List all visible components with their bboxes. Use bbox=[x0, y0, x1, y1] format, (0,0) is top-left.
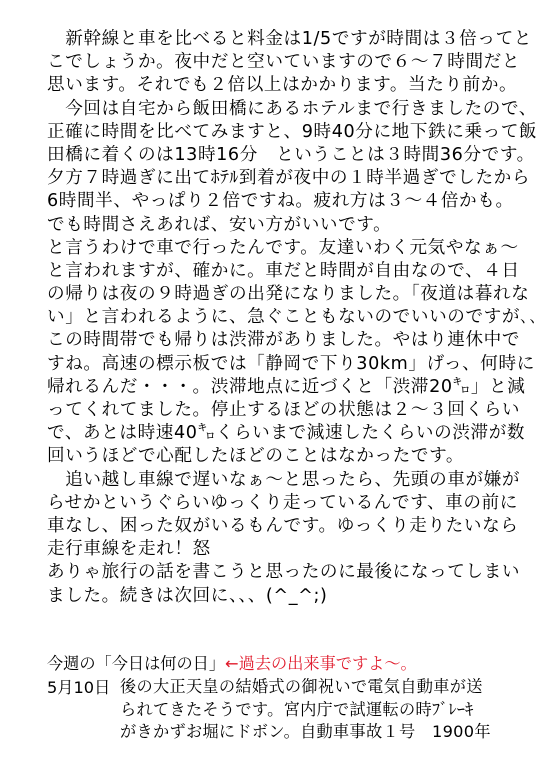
article-line: ありゃ旅行の話を書こうと思ったのに最後になってしまい bbox=[47, 562, 521, 583]
article-line: 追い越し車線で遅いなぁ～と思ったら、先頭の車が嫌が bbox=[47, 469, 521, 490]
history-event bbox=[47, 676, 547, 744]
article-line: の帰りは夜の９時過ぎの出発になりました。「夜道は暮れな bbox=[47, 284, 530, 305]
article-line: 6時間半、やっぱり２倍ですね。疲れ方は３～４倍かも。 bbox=[47, 191, 514, 212]
article-line: ってくれてました。停止するほどの状態は２～３回くらい bbox=[47, 400, 521, 420]
today-heading: 今週の「今日は何の日」 bbox=[47, 654, 226, 673]
article-line: すね。高速の標示板では「静岡で下り30km」げっ、何時に bbox=[47, 353, 535, 374]
article-line: 田橋に着くのは13時16分 ということは３時間36分です。 bbox=[47, 144, 535, 165]
article-line: と言われますが、確かに。車だと時間が自由なので、４日 bbox=[47, 260, 520, 281]
article-line: 回いうほどで心配したほどのことはなかったです。 bbox=[47, 446, 465, 467]
article-line: で、あとは時速40㌔くらいまで減速したくらいの渋滞が数 bbox=[47, 423, 526, 444]
article-line: 帰れるんだ・・・。渋滞地点に近づくと「渋滞20㌔」と減 bbox=[47, 376, 526, 397]
article-line: でも時間さえあれば、安い方がいいです。 bbox=[47, 214, 392, 235]
today-in-history bbox=[47, 652, 547, 744]
article-line: 思います。それでも２倍以上はかかります。当たり前か。 bbox=[47, 75, 518, 96]
article-line: 夕方７時過ぎに出てﾎﾃﾙ到着が夜中の１時半過ぎでしたから bbox=[47, 168, 531, 189]
event-line: 後の大正天皇の結婚式の御祝いで電気自動車が送 bbox=[120, 677, 483, 696]
today-heading-row bbox=[47, 652, 547, 675]
article-line: らせかというぐらいゆっくり走っているんです、車の前に bbox=[47, 492, 518, 513]
article-line: い」と言われるように、急ぐこともないのでいいのですが､､ bbox=[47, 307, 539, 328]
article-body bbox=[47, 28, 547, 608]
article-line: この時間帯でも帰りは渋滞がありました。やはり連休中で bbox=[47, 330, 521, 351]
article-line: 新幹線と車を比べると料金は1/5ですが時間は３倍ってと bbox=[47, 29, 532, 49]
article-line: ました。続きは次回に、、、(^_^;) bbox=[47, 585, 328, 606]
article-line: 車なし、困った奴がいるもんです。ゆっくり走りたいなら bbox=[47, 515, 519, 536]
event-line: がきかずお堀にドボン。自動車事故１号 1900年 bbox=[120, 722, 491, 741]
event-description bbox=[120, 676, 547, 744]
article-line: と言うわけで車で行ったんです。友達いわく元気やなぁ～ bbox=[47, 237, 519, 258]
event-date: 5月10日 bbox=[47, 678, 111, 697]
article-line: こでしょうか。夜中だと空いていますので６～７時間だと bbox=[47, 52, 521, 73]
article-line: 今回は自宅から飯田橋にあるホテルまで行きましたので、 bbox=[47, 98, 538, 119]
article-line: 正確に時間を比べてみますと、9時40分に地下鉄に乗って飯 bbox=[47, 121, 538, 142]
event-line: られてきたそうです。宮内庁で試運転の時ﾌﾞﾚｰｷ bbox=[120, 699, 474, 719]
article-line: 走行車線を走れ！怒 bbox=[47, 539, 211, 560]
past-events-note: ←過去の出来事ですよ～。 bbox=[225, 654, 417, 673]
